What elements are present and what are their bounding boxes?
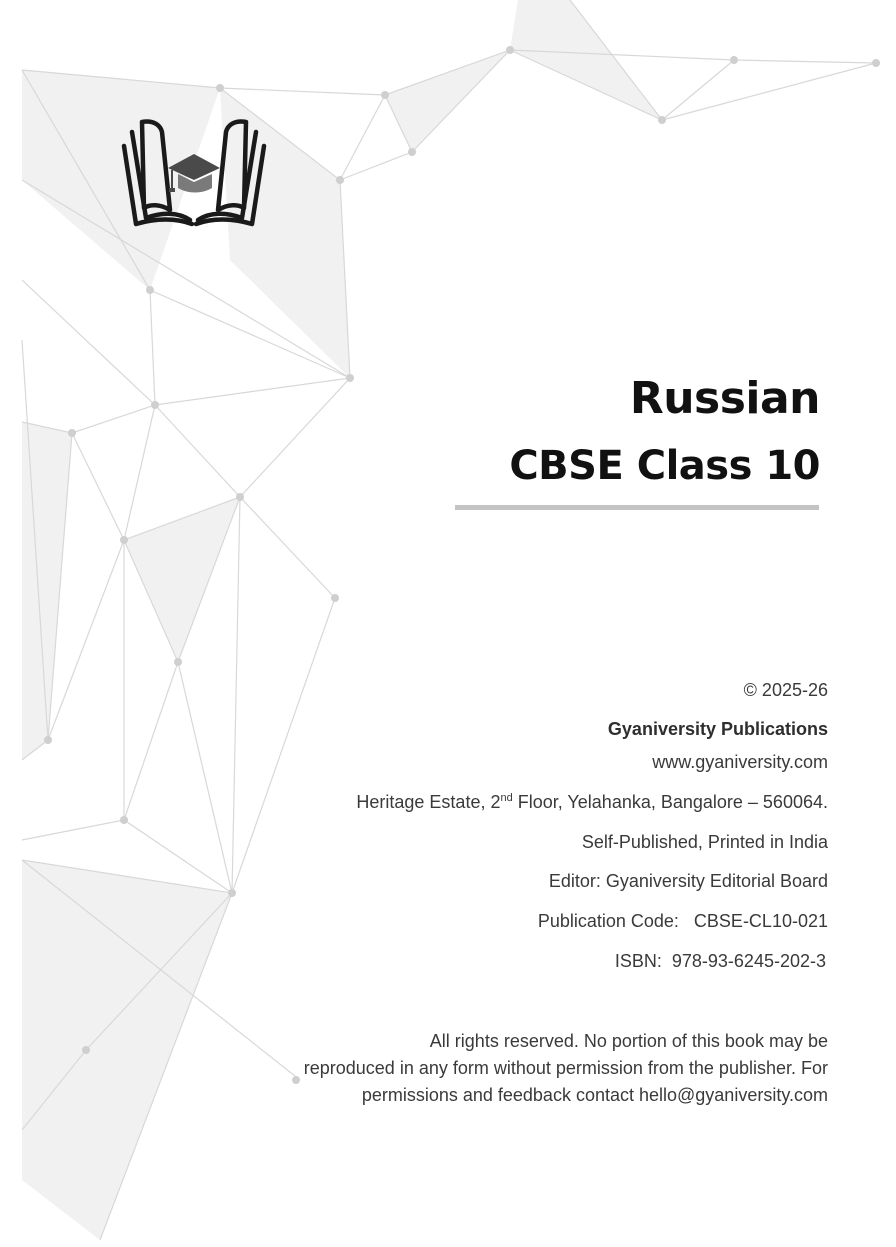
address-text — [356, 792, 828, 813]
address-superscript: nd — [500, 792, 513, 804]
isbn-text: ISBN: 978-93-6245-202-3 — [614, 951, 826, 971]
open-book-graduation-cap-icon — [118, 116, 270, 228]
address-suffix: Floor, Yelahanka, Bangalore – 560064. — [512, 792, 828, 812]
publication-code-text: Publication Code: CBSE-CL10-021 — [537, 911, 828, 931]
website-text: www.gyaniversity.com — [652, 752, 828, 772]
rights-notice — [168, 1028, 828, 1109]
title-block — [509, 370, 820, 498]
title-divider — [455, 505, 819, 510]
rights-line-3: permissions and feedback contact hello@gyaniversity.com — [361, 1085, 828, 1105]
copyright-text: © 2025-26 — [743, 680, 828, 700]
editor-text: Editor: Gyaniversity Editorial Board — [548, 871, 828, 891]
book-title: Russian — [629, 373, 820, 424]
book-subtitle: CBSE Class 10 — [509, 443, 820, 489]
self-published-text: Self-Published, Printed in India — [581, 832, 828, 852]
rights-line-1: All rights reserved. No portion of this book may be — [429, 1031, 828, 1051]
address-prefix: Heritage Estate, 2 — [356, 792, 501, 812]
rights-line-2: reproduced in any form without permission from the publisher. For — [303, 1058, 828, 1078]
publisher-name: Gyaniversity Publications — [607, 719, 828, 739]
